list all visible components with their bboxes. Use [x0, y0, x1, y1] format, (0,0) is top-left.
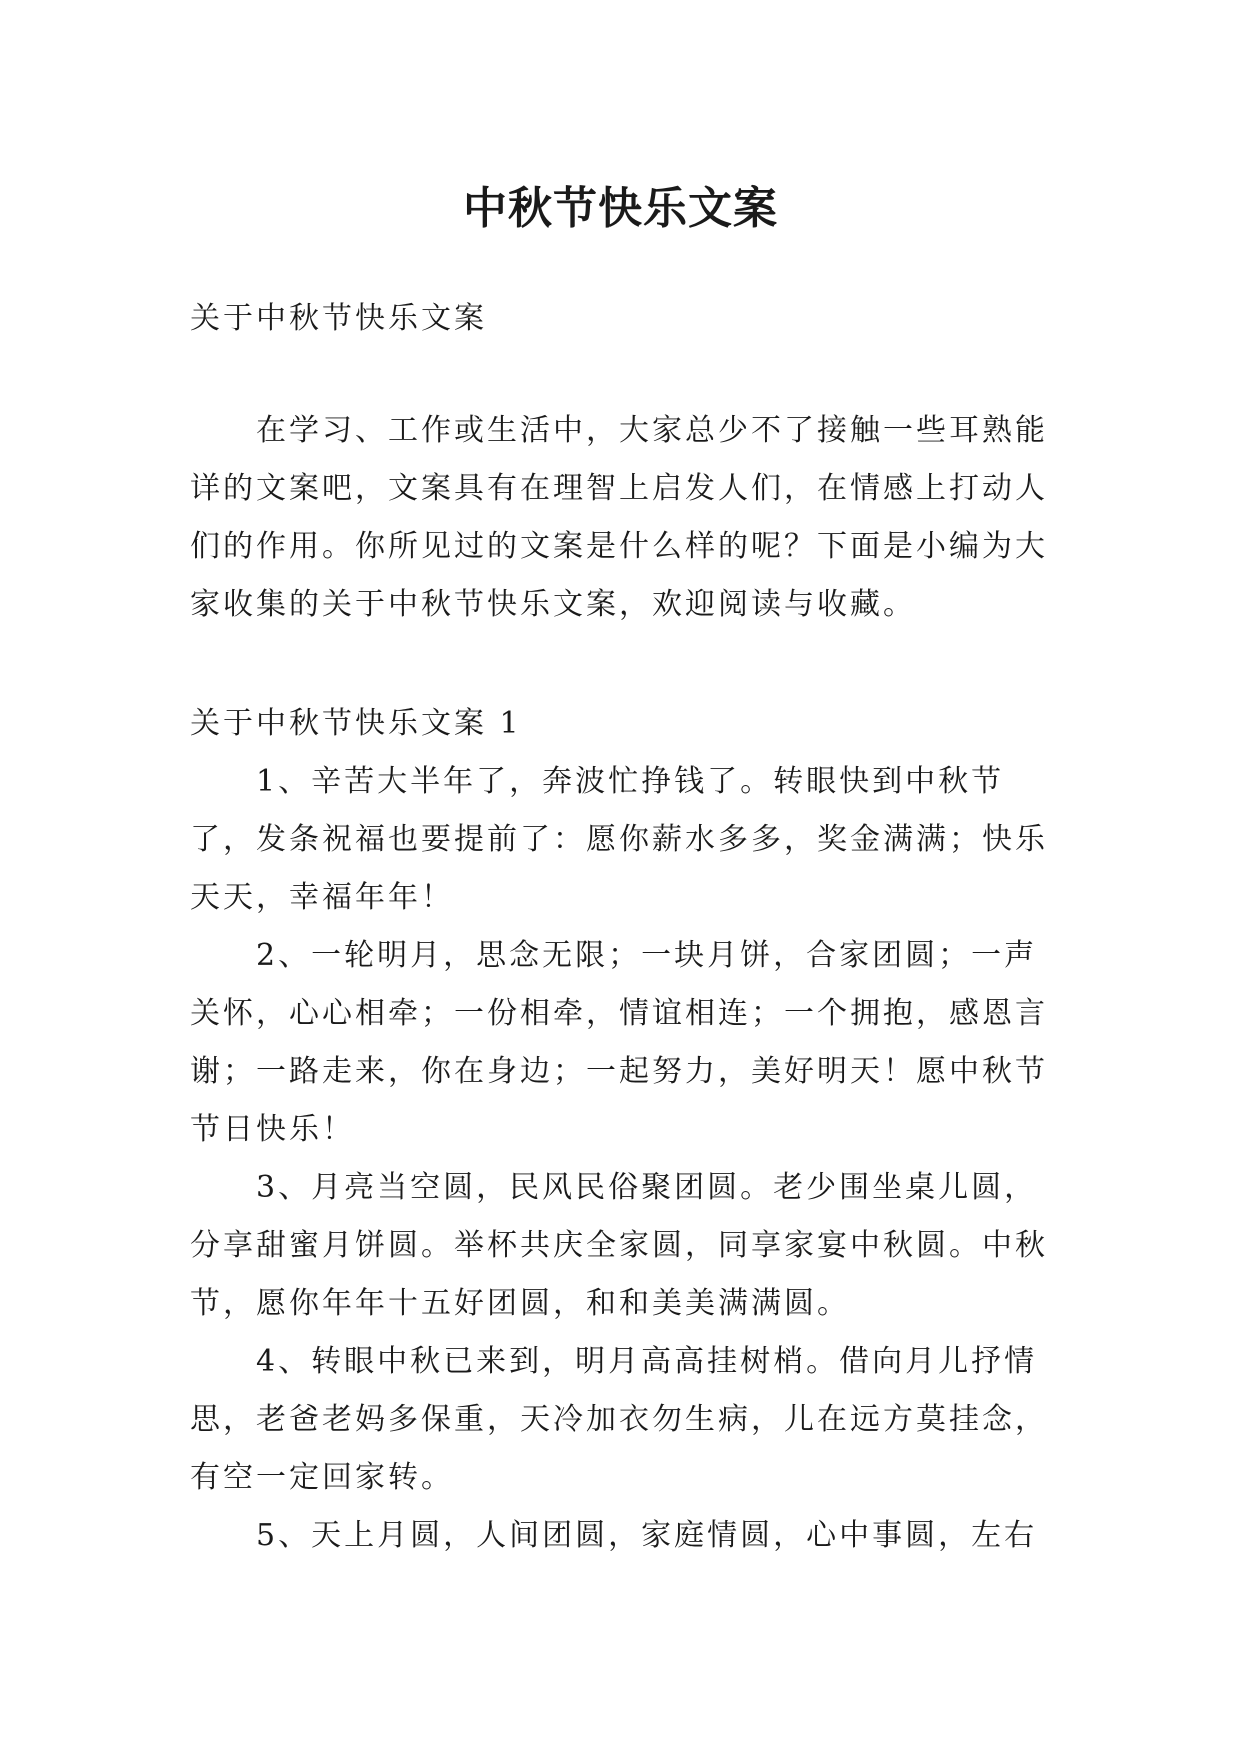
- list-item-3: 3、月亮当空圆，民风民俗聚团圆。老少围坐桌儿圆，分享甜蜜月饼圆。举杯共庆全家圆，同享家宴中秋圆。中秋节，愿你年年十五好团圆，和和美美满满圆。: [190, 1170, 1048, 1321]
- list-item-5: 5、天上月圆，人间团圆，家庭情圆，心中事圆，左右: [256, 1518, 1038, 1553]
- document-subtitle: 关于中秋节快乐文案: [190, 301, 487, 336]
- item-list: [190, 753, 1060, 1565]
- list-item-2: 2、一轮明月，思念无限；一块月饼，合家团圆；一声关怀，心心相牵；一份相牵，情谊相连；一个拥抱，感恩言谢；一路走来，你在身边；一起努力，美好明天！愿中秋节节日快乐！: [190, 938, 1048, 1147]
- document-title: 中秋节快乐文案: [463, 183, 778, 235]
- section-heading: 关于中秋节快乐文案 1: [190, 706, 522, 741]
- list-item-1: 1、辛苦大半年了，奔波忙挣钱了。转眼快到中秋节了，发条祝福也要提前了：愿你薪水多多，奖金满满；快乐天天，幸福年年！: [190, 764, 1048, 915]
- list-item-4: 4、转眼中秋已来到，明月高高挂树梢。借向月儿抒情思，老爸老妈多保重，天冷加衣勿生病，儿在远方莫挂念，有空一定回家转。: [190, 1344, 1048, 1495]
- intro-paragraph: 在学习、工作或生活中，大家总少不了接触一些耳熟能详的文案吧，文案具有在理智上启发人们，在情感上打动人们的作用。你所见过的文案是什么样的呢？下面是小编为大家收集的关于中秋节快乐文案，欢迎阅读与收藏。: [190, 413, 1048, 622]
